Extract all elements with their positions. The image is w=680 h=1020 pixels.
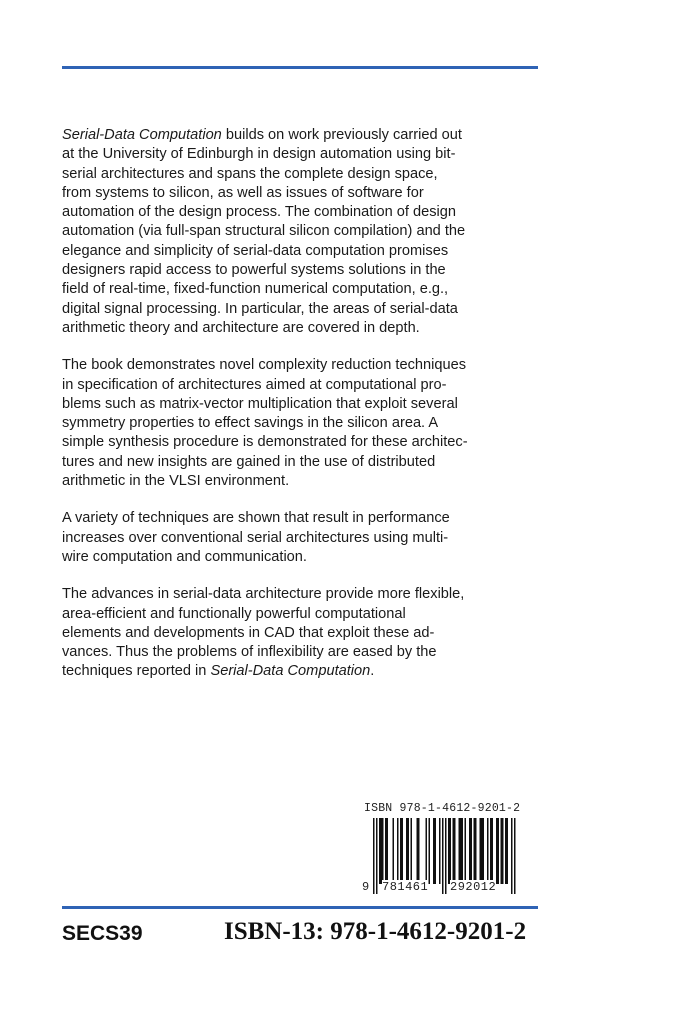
text-line [62,624,540,643]
text-run: elements and developments in CAD that exploit these ad- [62,624,435,641]
text-run: at the University of Edinburgh in design automation using bit- [62,146,456,163]
text-run: field of real-time, fixed-function numerical computation, e.g., [62,281,449,298]
text-line [62,453,540,472]
barcode-bar [465,818,467,884]
barcode-bar [490,818,493,884]
book-title-italic: Serial-Data Computation [210,663,371,680]
barcode-bar [393,818,395,884]
text-line [62,433,540,452]
barcode-bar [453,818,456,884]
barcode-isbn-label: ISBN 978-1-4612-9201-2 [364,802,521,815]
text-run: designers rapid access to powerful systems solutions in the [62,262,446,279]
barcode-guard-bar [376,818,378,894]
text-line [62,662,540,681]
text-line [62,643,540,662]
text-line [62,395,540,414]
bottom-rule [62,906,538,909]
barcode-bar [385,818,388,884]
top-rule [62,66,538,69]
text-run: The advances in serial-data architecture provide more flexible, [62,586,465,603]
barcode-bar [439,818,441,884]
barcode-bar [469,818,472,884]
barcode-bar [429,818,431,884]
text-run: techniques reported in [62,663,211,680]
text-line [62,319,540,338]
description-paragraph [62,509,540,567]
barcode-digits-left: 781461 [382,880,429,894]
barcode-guard-bar [445,818,447,894]
text-run: increases over conventional serial architectures using multi- [62,529,449,546]
barcode-bar [433,818,436,884]
barcode-guard-bar [373,818,375,894]
text-run: A variety of techniques are shown that result in performance [62,510,450,527]
barcode-bar [411,818,413,884]
text-line [62,472,540,491]
barcode-guard-bar [511,818,513,894]
text-run: wire computation and communication. [62,548,307,565]
description-paragraph [62,585,540,681]
text-line [62,280,540,299]
text-line [62,548,540,567]
barcode-bar [397,818,399,884]
text-run: automation (via full-span structural silicon compilation) and the [62,223,466,240]
barcode-bar [448,818,451,884]
description-paragraph [62,356,540,491]
text-run: arithmetic theory and architecture are covered in depth. [62,319,420,336]
barcode-bar [400,818,403,884]
text-run: vances. Thus the problems of inflexibility are eased by the [62,644,437,661]
series-code: SECS39 [62,922,143,945]
text-line [62,585,540,604]
isbn-13-label: ISBN-13: 978-1-4612-9201-2 [224,918,527,945]
text-run: tures and new insights are gained in the use of distributed [62,453,436,470]
barcode-bar [496,818,499,884]
text-line [62,376,540,395]
barcode-guard-bar [442,818,444,894]
text-run: automation of the design process. The combination of design [62,204,457,221]
barcode-bar [501,818,504,884]
text-line [62,300,540,319]
text-run: simple synthesis procedure is demonstrated for these architec- [62,434,468,451]
text-line [62,184,540,203]
text-line [62,414,540,433]
text-line [62,605,540,624]
text-line [62,242,540,261]
barcode-bar [379,818,384,884]
isbn-barcode [362,802,530,896]
text-line [62,165,540,184]
text-run: from systems to silicon, as well as issues of software for [62,184,424,201]
text-run: . [370,663,375,680]
barcode-bar [474,818,477,884]
barcode-bar [426,818,428,884]
text-line [62,203,540,222]
text-line [62,356,540,375]
barcode-bar [480,818,485,884]
text-line [62,529,540,548]
barcode-digits-right: 292012 [450,880,497,894]
barcode-guard-bar [514,818,516,894]
back-cover-description [62,126,540,700]
text-run: builds on work previously carried out [221,127,462,143]
book-title-italic: Serial-Data Computation [62,127,222,143]
description-paragraph [62,126,540,338]
text-run: area-efficient and functionally powerful computational [62,605,406,622]
text-run: elegance and simplicity of serial-data computation promises [62,242,449,259]
barcode-bar [487,818,489,884]
text-run: serial architectures and spans the complete design space, [62,165,438,182]
text-line [62,145,540,164]
text-line [62,222,540,241]
text-line [62,126,540,145]
barcode-digit-first: 9 [362,880,370,894]
barcode-bar [406,818,409,884]
text-run: blems such as matrix-vector multiplication that exploit several [62,395,458,412]
text-run: symmetry properties to effect savings in the silicon area. A [62,415,439,432]
text-line [62,509,540,528]
text-line [62,261,540,280]
text-run: arithmetic in the VLSI environment. [62,473,290,490]
barcode-bar [417,818,420,884]
barcode-bar [505,818,508,884]
barcode-bar [459,818,464,884]
text-run: The book demonstrates novel complexity reduction techniques [62,357,466,374]
text-run: in specification of architectures aimed at computational pro- [62,376,447,393]
text-run: digital signal processing. In particular, the areas of serial-data [62,300,458,317]
